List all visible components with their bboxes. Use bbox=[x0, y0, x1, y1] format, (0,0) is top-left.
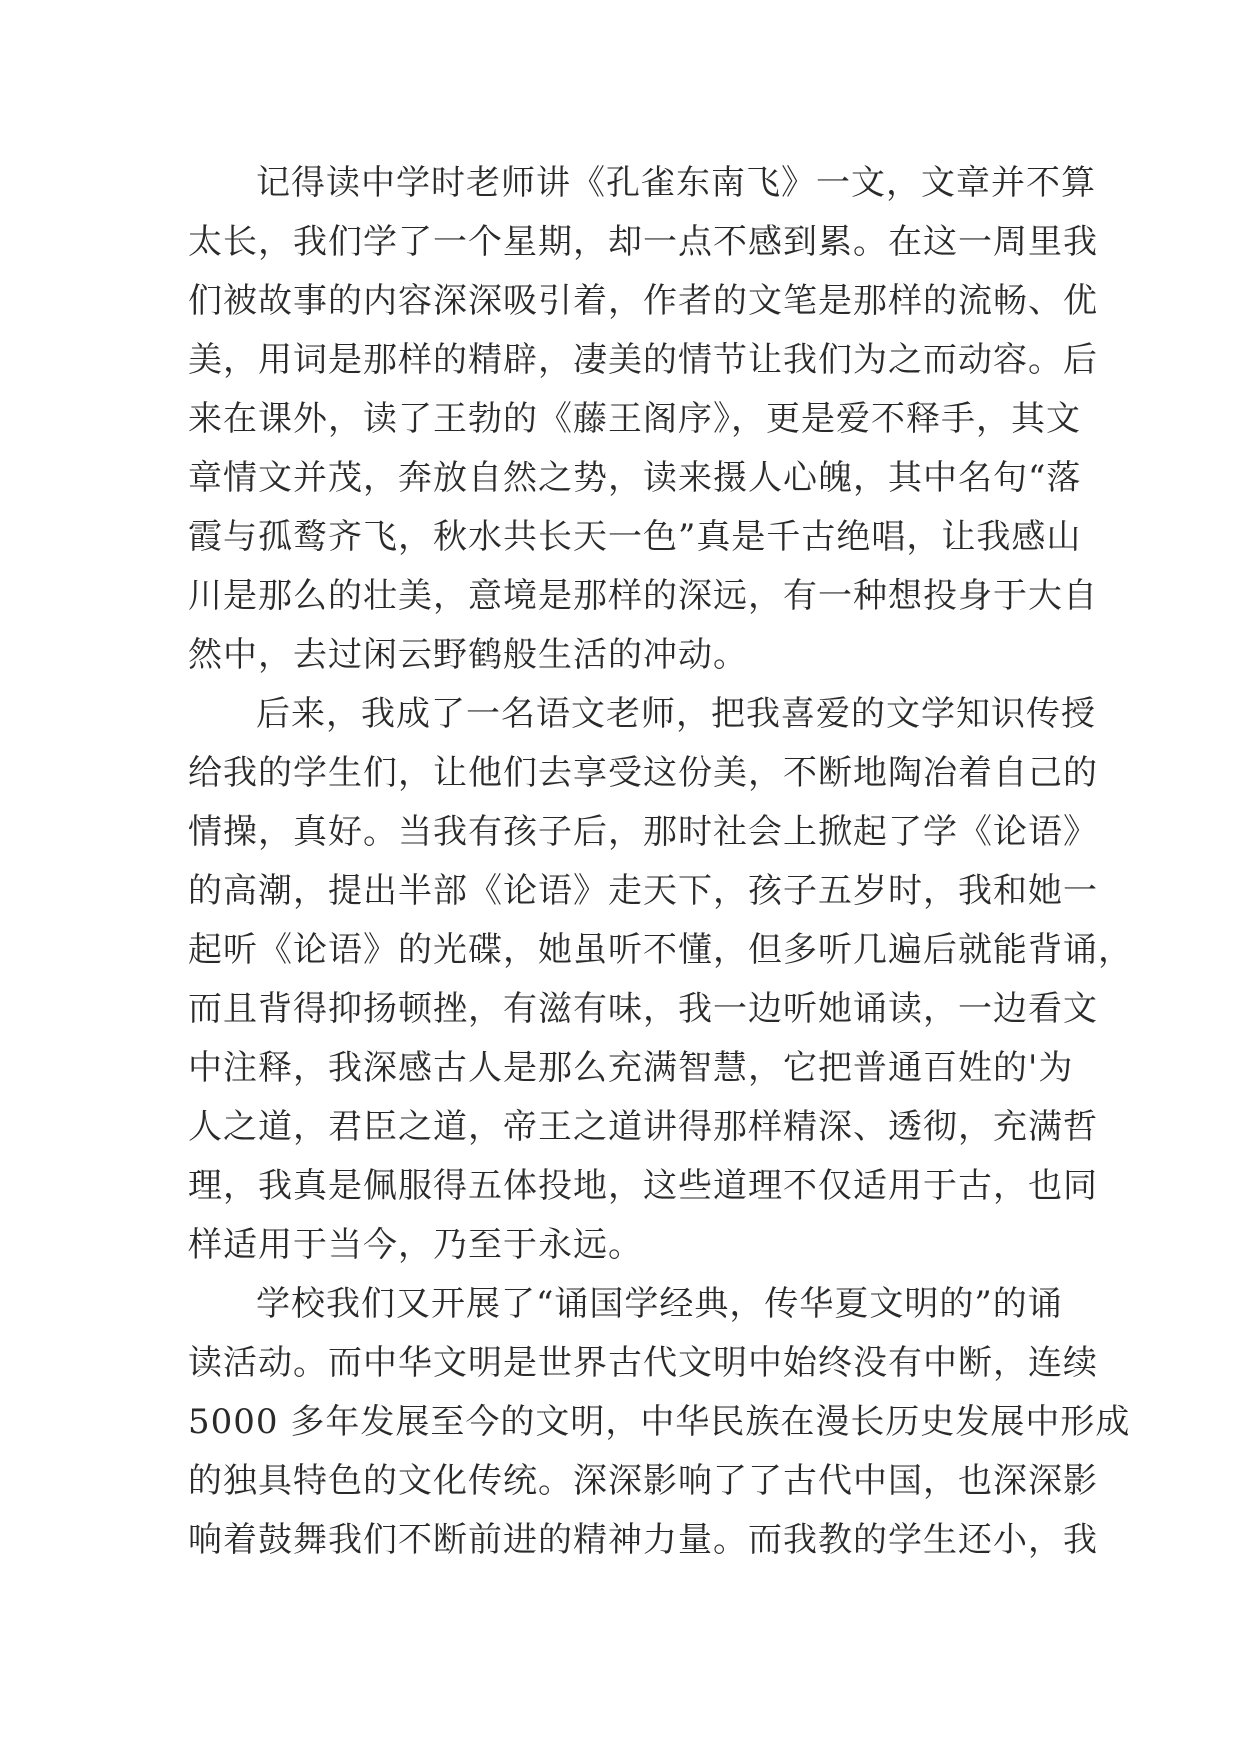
text-line: 来在课外，读了王勃的《藤王阁序》，更是爱不释手，其文 bbox=[188, 399, 1081, 439]
text-line: 然中，去过闲云野鹤般生活的冲动。 bbox=[188, 635, 748, 675]
text-line: 们被故事的内容深深吸引着，作者的文笔是那样的流畅、优 bbox=[188, 281, 1098, 321]
text-line: 响着鼓舞我们不断前进的精神力量。而我教的学生还小，我 bbox=[188, 1520, 1098, 1560]
text-line: 记得读中学时老师讲《孔雀东南飞》一文，文章并不算 bbox=[256, 163, 1096, 203]
paragraph bbox=[188, 685, 1133, 1275]
text-line: 给我的学生们，让他们去享受这份美，不断地陶冶着自己的 bbox=[188, 753, 1098, 793]
text-line: 样适用于当今，乃至于永远。 bbox=[188, 1225, 643, 1265]
text-line: 霞与孤鹜齐飞，秋水共长天一色”真是千古绝唱，让我感山 bbox=[188, 517, 1082, 557]
text-line: 中注释，我深感古人是那么充满智慧，它把普通百姓的'为 bbox=[188, 1048, 1074, 1088]
text-line: 的独具特色的文化传统。深深影响了了古代中国，也深深影 bbox=[188, 1461, 1098, 1501]
text-line: 读活动。而中华文明是世界古代文明中始终没有中断，连续 bbox=[188, 1343, 1098, 1383]
text-line: 起听《论语》的光碟，她虽听不懂，但多听几遍后就能背诵， bbox=[188, 930, 1133, 970]
paragraph bbox=[188, 154, 1098, 685]
text-line: 后来，我成了一名语文老师，把我喜爱的文学知识传授 bbox=[256, 694, 1096, 734]
text-line: 美，用词是那样的精辟，凄美的情节让我们为之而动容。后 bbox=[188, 340, 1098, 380]
text-line: 人之道，君臣之道，帝王之道讲得那样精深、透彻，充满哲 bbox=[188, 1107, 1098, 1147]
text-line: 章情文并茂，奔放自然之势，读来摄人心魄，其中名句“落 bbox=[188, 458, 1082, 498]
text-line: 的高潮，提出半部《论语》走天下，孩子五岁时，我和她一 bbox=[188, 871, 1098, 911]
paragraph bbox=[188, 1275, 1131, 1570]
text-line: 而且背得抑扬顿挫，有滋有味，我一边听她诵读，一边看文 bbox=[188, 989, 1098, 1029]
document-body bbox=[188, 154, 1133, 1570]
text-line: 情操，真好。当我有孩子后，那时社会上掀起了学《论语》 bbox=[188, 812, 1098, 852]
text-line: 太长，我们学了一个星期，却一点不感到累。在这一周里我 bbox=[188, 222, 1098, 262]
text-line: 川是那么的壮美，意境是那样的深远，有一种想投身于大自 bbox=[188, 576, 1098, 616]
text-line: 学校我们又开展了“诵国学经典，传华夏文明的”的诵 bbox=[256, 1284, 1063, 1324]
text-line: 理，我真是佩服得五体投地，这些道理不仅适用于古，也同 bbox=[188, 1166, 1098, 1206]
text-line: 5000 多年发展至今的文明，中华民族在漫长历史发展中形成 bbox=[188, 1402, 1131, 1442]
